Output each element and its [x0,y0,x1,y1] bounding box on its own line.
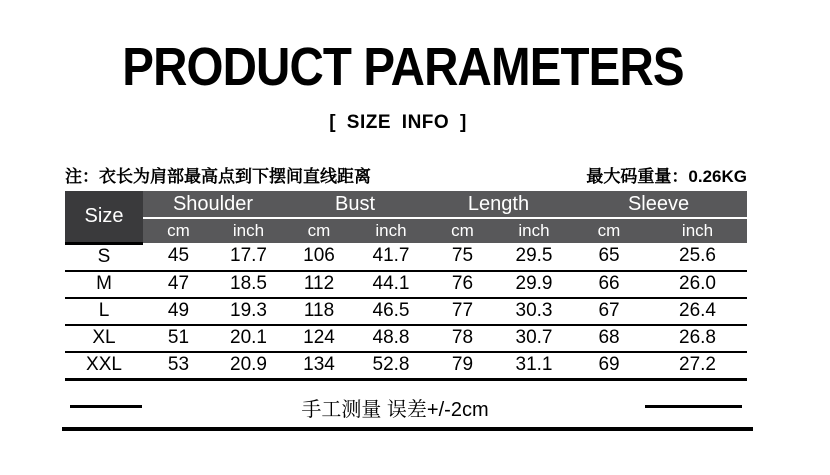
value-cell: 44.1 [355,271,427,298]
value-cell: 46.5 [355,298,427,325]
group-header-row [65,191,747,218]
value-cell: 26.0 [648,271,747,298]
length-measure-note: 注：衣长为肩部最高点到下摆间直线距离 [65,167,371,186]
value-cell: 26.4 [648,298,747,325]
value-cell: 20.9 [214,352,283,380]
value-cell: 65 [570,243,648,271]
table-row-xl [65,325,747,352]
size-info-subtitle: [ SIZE INFO ] [329,112,467,133]
group-header-sleeve: Sleeve [570,191,747,218]
size-chart-table [65,191,747,381]
value-cell: 134 [283,352,355,380]
value-cell: 51 [143,325,214,352]
unit-header-row [65,218,747,243]
value-cell: 19.3 [214,298,283,325]
unit-header: inch [355,218,427,243]
size-label: XXL [65,352,143,380]
table-row-s [65,243,747,271]
value-cell: 29.5 [498,243,570,271]
unit-header: cm [283,218,355,243]
unit-header: cm [427,218,498,243]
right-divider-line [645,405,742,408]
left-divider-line [70,405,142,408]
value-cell: 31.1 [498,352,570,380]
group-header-length: Length [427,191,570,218]
value-cell: 18.5 [214,271,283,298]
value-cell: 49 [143,298,214,325]
value-cell: 118 [283,298,355,325]
page-title: PRODUCT PARAMETERS [122,37,684,97]
unit-header: inch [498,218,570,243]
size-label: XL [65,325,143,352]
value-cell: 79 [427,352,498,380]
size-label: S [65,243,143,271]
value-cell: 53 [143,352,214,380]
unit-header: cm [143,218,214,243]
value-cell: 45 [143,243,214,271]
value-cell: 77 [427,298,498,325]
value-cell: 106 [283,243,355,271]
value-cell: 48.8 [355,325,427,352]
group-header-shoulder: Shoulder [143,191,283,218]
value-cell: 25.6 [648,243,747,271]
unit-header: inch [214,218,283,243]
size-label: L [65,298,143,325]
size-column-header: Size [65,191,143,243]
value-cell: 26.8 [648,325,747,352]
bottom-divider-line [62,427,753,431]
max-weight-note [586,162,747,187]
value-cell: 47 [143,271,214,298]
measurement-note-row [65,162,747,187]
table-header [65,191,747,243]
value-cell: 52.8 [355,352,427,380]
value-cell: 75 [427,243,498,271]
max-weight-label: 最大码重量： [586,167,689,186]
group-header-bust: Bust [283,191,427,218]
value-cell: 66 [570,271,648,298]
value-cell: 112 [283,271,355,298]
table-body [65,243,747,379]
unit-header: inch [648,218,747,243]
value-cell: 76 [427,271,498,298]
value-cell: 30.3 [498,298,570,325]
value-cell: 78 [427,325,498,352]
table-row-xxl [65,352,747,380]
value-cell: 17.7 [214,243,283,271]
unit-header: cm [570,218,648,243]
table-row-m [65,271,747,298]
value-cell: 68 [570,325,648,352]
max-weight-value: 0.26KG [688,167,747,186]
table-row-l [65,298,747,325]
value-cell: 29.9 [498,271,570,298]
value-cell: 20.1 [214,325,283,352]
manual-measure-note: 手工测量 误差+/-2cm [301,399,489,421]
value-cell: 30.7 [498,325,570,352]
value-cell: 67 [570,298,648,325]
value-cell: 124 [283,325,355,352]
size-label: M [65,271,143,298]
value-cell: 27.2 [648,352,747,380]
value-cell: 69 [570,352,648,380]
value-cell: 41.7 [355,243,427,271]
